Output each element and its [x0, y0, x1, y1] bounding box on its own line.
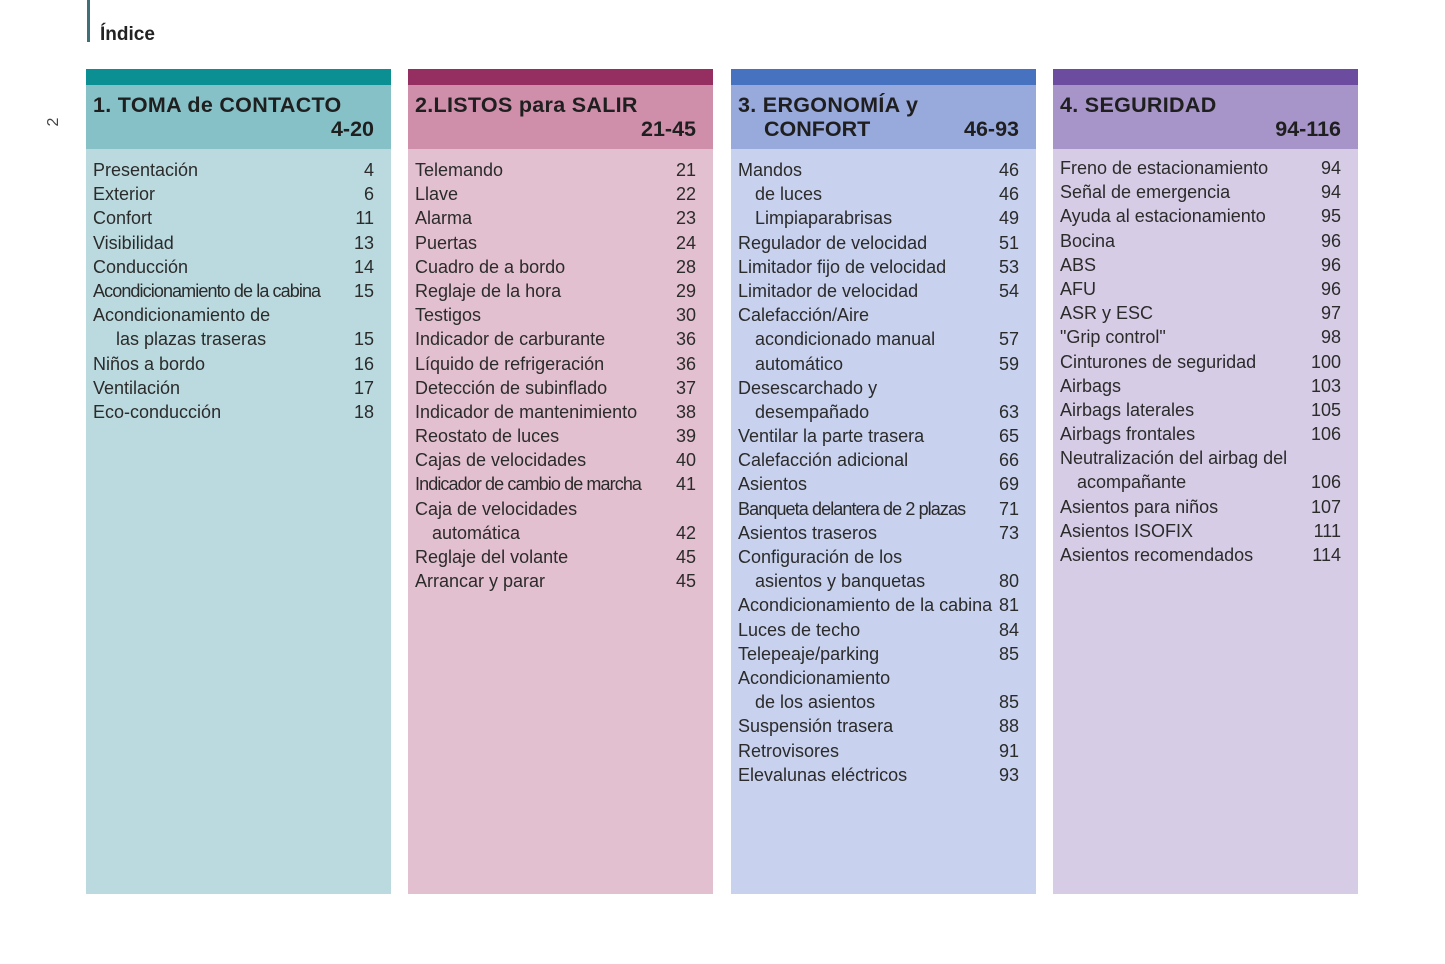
toc-entry-page: 96 — [1320, 230, 1341, 251]
toc-entry[interactable] — [1060, 277, 1341, 301]
section-item-list — [1053, 149, 1358, 567]
toc-entry-page: 94 — [1320, 182, 1341, 203]
toc-entry[interactable] — [738, 279, 1019, 303]
toc-entry[interactable] — [93, 182, 374, 206]
page-number: 2 — [45, 117, 62, 127]
toc-entry[interactable] — [415, 182, 696, 206]
toc-entry-page: 18 — [353, 401, 374, 422]
toc-entry-page: 46 — [998, 160, 1019, 180]
section-header — [86, 85, 391, 149]
toc-entry-label: Acondicionamiento de la cabina — [93, 280, 321, 301]
toc-entry-label: Regulador de velocidad — [738, 232, 928, 253]
toc-entry-page: 96 — [1320, 278, 1341, 299]
toc-entry[interactable] — [738, 352, 1019, 376]
toc-entry-label: las plazas traseras — [116, 329, 267, 350]
toc-entry[interactable] — [415, 303, 696, 327]
toc-entry-label: Llave — [415, 184, 459, 205]
toc-entry-label: Acondicionamiento — [738, 667, 891, 688]
toc-entry-label: Detección de subinflado — [415, 377, 608, 398]
toc-entry-label: "Grip control" — [1060, 327, 1166, 348]
toc-entry-label: Configuración de los — [738, 547, 903, 567]
toc-entry-page: 46 — [998, 184, 1019, 205]
toc-entry-page: 84 — [998, 619, 1019, 640]
section-seguridad — [1053, 69, 1358, 894]
toc-entry[interactable] — [1060, 350, 1341, 374]
section-header — [731, 85, 1036, 149]
toc-entry-label: Indicador de carburante — [415, 329, 606, 350]
toc-entry-label: Retrovisores — [738, 740, 840, 761]
toc-entry-label: desempañado — [755, 401, 870, 422]
toc-entry-page: 4 — [363, 160, 374, 180]
toc-entry-label: Ventilación — [93, 377, 181, 398]
section-title: 3. ERGONOMÍA y — [738, 93, 919, 117]
toc-entry[interactable] — [1060, 253, 1341, 277]
toc-entry-page: 15 — [353, 329, 374, 350]
toc-entry-page: 69 — [998, 474, 1019, 495]
toc-entry-label: Suspensión trasera — [738, 716, 894, 737]
toc-entry-page: 45 — [675, 571, 696, 592]
toc-entry-page: 6 — [363, 184, 374, 205]
toc-entry-label: Ayuda al estacionamiento — [1060, 206, 1266, 227]
toc-entry[interactable] — [738, 593, 1019, 617]
toc-entry-page: 73 — [998, 522, 1019, 543]
toc-entry-label: de los asientos — [755, 692, 876, 713]
toc-entry-page: 37 — [675, 377, 696, 398]
toc-entry[interactable] — [93, 206, 374, 230]
toc-entry[interactable] — [738, 424, 1019, 448]
toc-entry[interactable] — [738, 158, 1019, 182]
toc-entry-page: 66 — [998, 450, 1019, 471]
toc-entry-label: automático — [755, 353, 844, 374]
toc-entry-label: Elevalunas eléctricos — [738, 764, 908, 785]
toc-entry-label: Bocina — [1060, 230, 1116, 251]
section-listos-para-salir — [408, 69, 713, 894]
toc-entry-label: asientos y banquetas — [755, 571, 926, 592]
toc-entry-page: 30 — [675, 305, 696, 326]
toc-entry-label: Exterior — [93, 184, 156, 205]
toc-entry-label: ABS — [1060, 254, 1097, 275]
toc-entry-label: Acondicionamiento de la cabina — [738, 595, 993, 616]
toc-entry-page: 59 — [998, 353, 1019, 374]
toc-entry[interactable] — [415, 279, 696, 303]
toc-entry[interactable] — [1060, 204, 1341, 228]
toc-entry-page: 28 — [675, 256, 696, 277]
section-title: 1. TOMA de CONTACTO — [93, 93, 342, 117]
toc-entry-label: Neutralización del airbag del — [1060, 448, 1288, 469]
toc-entry-label: Reglaje de la hora — [415, 280, 562, 301]
toc-entry-page: 71 — [998, 498, 1019, 519]
section-toma-de-contacto — [86, 69, 391, 894]
toc-entry-label: de luces — [755, 184, 823, 205]
toc-entry-page: 93 — [998, 764, 1019, 785]
section-color-bar — [86, 69, 391, 85]
toc-entry-page: 39 — [675, 426, 696, 447]
toc-entry-label: acompañante — [1077, 472, 1187, 493]
toc-entry-label: Reostato de luces — [415, 426, 560, 447]
toc-entry[interactable] — [738, 255, 1019, 279]
toc-entry[interactable] — [415, 376, 696, 400]
toc-entry[interactable] — [1060, 180, 1341, 204]
toc-entry-label: Ventilar la parte trasera — [738, 426, 925, 447]
toc-entry[interactable] — [93, 327, 374, 351]
section-color-bar — [408, 69, 713, 85]
toc-entry[interactable] — [93, 158, 374, 182]
toc-entry-label: Puertas — [415, 232, 478, 253]
toc-entry[interactable] — [738, 472, 1019, 496]
toc-entry-page: 36 — [675, 329, 696, 350]
toc-entry-page: 65 — [998, 426, 1019, 447]
section-item-list — [731, 149, 1036, 787]
toc-entry-label: Airbags laterales — [1060, 399, 1195, 420]
toc-entry-label: Cinturones de seguridad — [1060, 351, 1257, 372]
toc-entry-page: 38 — [675, 401, 696, 422]
toc-entry-label: Acondicionamiento de — [93, 305, 271, 326]
page-title: Índice — [100, 24, 155, 45]
toc-entry-label: Líquido de refrigeración — [415, 353, 605, 374]
toc-entry-label: Telemando — [415, 160, 504, 180]
toc-entry-label: Caja de velocidades — [415, 498, 578, 519]
toc-entry[interactable] — [738, 303, 1019, 327]
toc-entry-page: 24 — [675, 232, 696, 253]
toc-entry-label: Asientos ISOFIX — [1060, 520, 1194, 541]
section-title-continued: CONFORT — [764, 117, 871, 141]
section-page-range: 94-116 — [1275, 117, 1341, 141]
toc-entry-label: Cajas de velocidades — [415, 450, 587, 471]
toc-entry[interactable] — [415, 569, 696, 593]
toc-entry[interactable] — [738, 545, 1019, 569]
toc-entry-page: 40 — [675, 450, 696, 471]
toc-entry[interactable] — [415, 231, 696, 255]
toc-entry-page: 51 — [998, 232, 1019, 253]
toc-entry-page: 80 — [998, 571, 1019, 592]
toc-entry-label: AFU — [1060, 278, 1096, 299]
toc-entry[interactable] — [1060, 495, 1341, 519]
toc-entry[interactable] — [738, 327, 1019, 351]
toc-entry-page: 85 — [998, 692, 1019, 713]
toc-entry-page: 17 — [353, 377, 374, 398]
toc-entry-page: 42 — [675, 522, 696, 543]
toc-entry-page: 53 — [998, 256, 1019, 277]
section-title: 2.LISTOS para SALIR — [415, 93, 638, 117]
toc-entry-page: 29 — [675, 280, 696, 301]
toc-entry[interactable] — [415, 400, 696, 424]
toc-entry-page: 105 — [1310, 399, 1341, 420]
toc-entry-page: 23 — [675, 208, 696, 229]
section-page-range: 21-45 — [641, 117, 696, 141]
toc-entry-label: Limitador fijo de velocidad — [738, 256, 947, 277]
toc-entry[interactable] — [1060, 374, 1341, 398]
toc-entry[interactable] — [93, 303, 374, 327]
toc-entry-page: 103 — [1310, 375, 1341, 396]
toc-entry[interactable] — [1060, 446, 1341, 470]
toc-entry[interactable] — [415, 255, 696, 279]
toc-entry-label: ASR y ESC — [1060, 303, 1154, 324]
toc-entry[interactable] — [1060, 325, 1341, 349]
toc-entry-page: 91 — [998, 740, 1019, 761]
toc-entry-label: Cuadro de a bordo — [415, 256, 566, 277]
toc-entry[interactable] — [1060, 398, 1341, 422]
toc-entry[interactable] — [415, 448, 696, 472]
toc-entry-page: 85 — [998, 643, 1019, 664]
toc-entry-label: Asientos recomendados — [1060, 545, 1254, 565]
toc-entry-label: Eco-conducción — [93, 401, 222, 422]
toc-entry-page: 16 — [353, 353, 374, 374]
toc-entry-page: 13 — [353, 232, 374, 253]
toc-entry-page: 94 — [1320, 158, 1341, 178]
toc-entry[interactable] — [738, 448, 1019, 472]
section-header — [1053, 85, 1358, 149]
toc-entry-page: 14 — [353, 256, 374, 277]
toc-entry-label: Limitador de velocidad — [738, 280, 919, 301]
toc-entry-page: 22 — [675, 184, 696, 205]
toc-entry[interactable] — [738, 666, 1019, 690]
section-color-bar — [1053, 69, 1358, 85]
toc-entry[interactable] — [738, 497, 1019, 521]
toc-entry-page: 41 — [675, 474, 696, 495]
toc-entry-page: 11 — [355, 208, 374, 229]
toc-entry-page: 106 — [1310, 472, 1341, 493]
toc-entry-label: Visibilidad — [93, 232, 174, 253]
toc-entry-label: Telepeaje/parking — [738, 643, 880, 664]
section-item-list — [408, 149, 713, 593]
toc-entry-label: Luces de techo — [738, 619, 861, 640]
toc-entry-page: 81 — [998, 595, 1019, 616]
toc-entry-page: 49 — [998, 208, 1019, 229]
toc-entry-label: automática — [432, 522, 521, 543]
toc-entry-label: Desescarchado y — [738, 377, 878, 398]
toc-entry[interactable] — [738, 642, 1019, 666]
section-page-range: 4-20 — [330, 117, 374, 141]
toc-entry[interactable] — [1060, 470, 1341, 494]
toc-entry-page: 100 — [1310, 351, 1341, 372]
toc-entry[interactable] — [1060, 156, 1341, 180]
toc-entry[interactable] — [738, 690, 1019, 714]
toc-entry[interactable] — [738, 182, 1019, 206]
toc-entry-label: Indicador de mantenimiento — [415, 401, 638, 422]
toc-entry-label: Freno de estacionamiento — [1060, 158, 1269, 178]
toc-entry-label: Presentación — [93, 160, 199, 180]
toc-entry[interactable] — [93, 376, 374, 400]
toc-entry-page: 45 — [675, 547, 696, 567]
toc-entry-page: 107 — [1310, 496, 1341, 517]
toc-entry[interactable] — [1060, 422, 1341, 446]
toc-entry-page: 95 — [1320, 206, 1341, 227]
toc-entry-page: 15 — [353, 280, 374, 301]
toc-entry[interactable] — [738, 376, 1019, 400]
toc-entry[interactable] — [738, 618, 1019, 642]
toc-entry-page: 114 — [1312, 545, 1341, 565]
toc-entry[interactable] — [93, 352, 374, 376]
toc-entry[interactable] — [738, 231, 1019, 255]
toc-entry-page: 21 — [675, 160, 696, 180]
toc-entry[interactable] — [415, 158, 696, 182]
toc-entry[interactable] — [1060, 229, 1341, 253]
toc-entry[interactable] — [415, 521, 696, 545]
toc-entry-page: 54 — [998, 280, 1019, 301]
toc-entry-label: Alarma — [415, 208, 473, 229]
toc-entry-label: Calefacción adicional — [738, 450, 909, 471]
toc-entry-page: 106 — [1310, 424, 1341, 445]
section-title: 4. SEGURIDAD — [1060, 93, 1217, 117]
toc-entry[interactable] — [415, 424, 696, 448]
toc-entry[interactable] — [1060, 519, 1341, 543]
section-item-list — [86, 149, 391, 424]
title-accent-bar — [87, 0, 90, 42]
toc-entry[interactable] — [93, 400, 374, 424]
toc-entry-label: Asientos — [738, 474, 808, 495]
toc-entry[interactable] — [738, 400, 1019, 424]
toc-entry-label: Indicador de cambio de marcha — [415, 474, 642, 495]
toc-entry[interactable] — [93, 279, 374, 303]
toc-entry-label: Airbags — [1060, 375, 1122, 396]
toc-entry[interactable] — [1060, 301, 1341, 325]
toc-entry-label: Limpiaparabrisas — [755, 208, 893, 229]
toc-entry[interactable] — [738, 763, 1019, 787]
toc-entry[interactable] — [415, 352, 696, 376]
toc-entry-page: 88 — [998, 716, 1019, 737]
toc-entry[interactable] — [415, 472, 696, 496]
toc-entry[interactable] — [93, 231, 374, 255]
toc-entry-label: Conducción — [93, 256, 189, 277]
toc-entry-label: Asientos traseros — [738, 522, 878, 543]
toc-entry[interactable] — [415, 497, 696, 521]
toc-entry-label: Mandos — [738, 160, 803, 180]
toc-entry-page: 36 — [675, 353, 696, 374]
toc-entry-label: Airbags frontales — [1060, 424, 1196, 445]
toc-entry-label: Confort — [93, 208, 153, 229]
section-page-range: 46-93 — [964, 117, 1019, 141]
toc-entry-page: 97 — [1320, 303, 1341, 324]
toc-entry-label: Asientos para niños — [1060, 496, 1219, 517]
toc-entry[interactable] — [1060, 543, 1341, 567]
toc-entry-label: Reglaje del volante — [415, 547, 569, 567]
toc-entry-label: Banqueta delantera de 2 plazas — [738, 498, 966, 519]
toc-entry[interactable] — [415, 206, 696, 230]
toc-entry-label: Testigos — [415, 305, 482, 326]
toc-entry-label: acondicionado manual — [755, 329, 936, 350]
toc-entry[interactable] — [738, 714, 1019, 738]
toc-entry[interactable] — [738, 521, 1019, 545]
toc-entry-page: 111 — [1313, 520, 1341, 541]
toc-entry-page: 98 — [1320, 327, 1341, 348]
toc-entry[interactable] — [738, 206, 1019, 230]
toc-entry[interactable] — [93, 255, 374, 279]
toc-entry[interactable] — [738, 569, 1019, 593]
toc-entry-label: Señal de emergencia — [1060, 182, 1231, 203]
section-header — [408, 85, 713, 149]
toc-entry-page: 96 — [1320, 254, 1341, 275]
toc-entry-page: 63 — [998, 401, 1019, 422]
toc-entry-page: 57 — [998, 329, 1019, 350]
toc-entry[interactable] — [415, 545, 696, 569]
section-color-bar — [731, 69, 1036, 85]
toc-entry-label: Niños a bordo — [93, 353, 206, 374]
toc-entry-label: Arrancar y parar — [415, 571, 546, 592]
toc-entry[interactable] — [738, 739, 1019, 763]
toc-entry-label: Calefacción/Aire — [738, 305, 870, 326]
section-ergonomia-y-confort — [731, 69, 1036, 894]
toc-entry[interactable] — [415, 327, 696, 351]
